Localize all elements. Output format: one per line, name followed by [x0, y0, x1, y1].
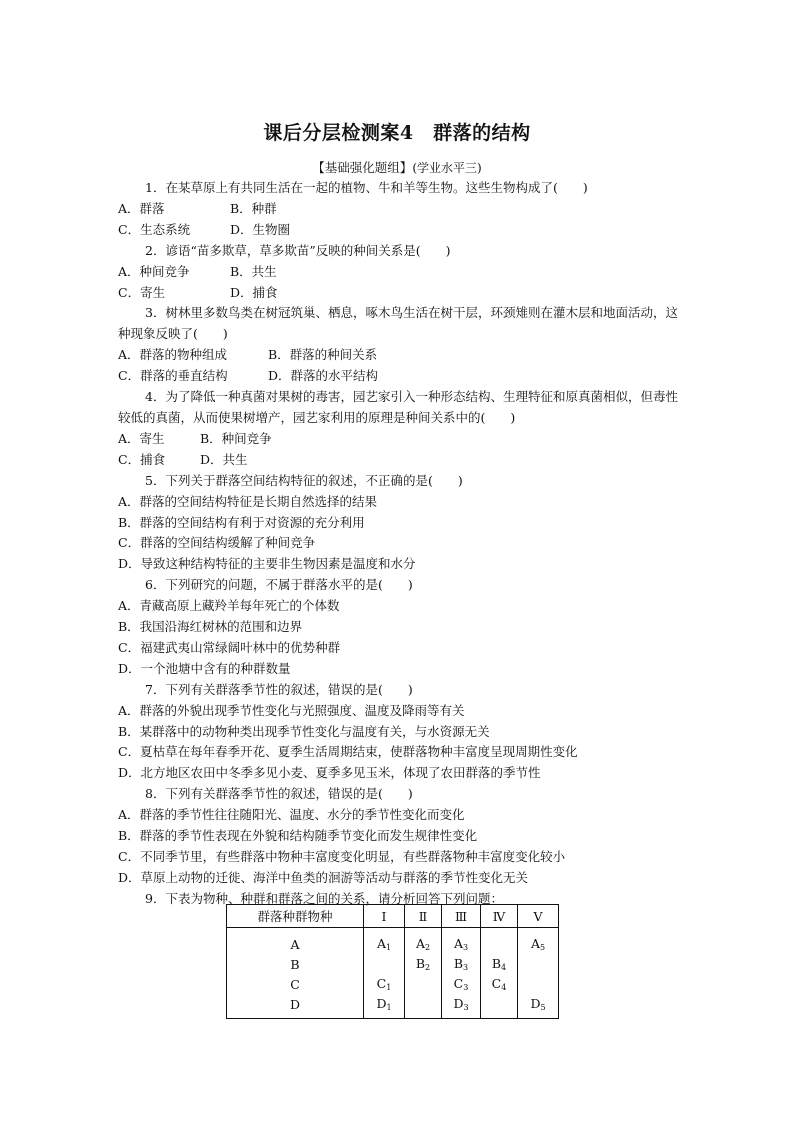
question-stem: 9．下表为物种、种群和群落之间的关系，请分析回答下列问题： — [145, 890, 503, 906]
table-header: 群落种群物种 — [227, 905, 364, 928]
section-heading — [118, 158, 676, 176]
cell-text: A — [530, 936, 540, 951]
cell-subscript: 3 — [462, 943, 469, 952]
option: D．草原上动物的迁徙、海洋中鱼类的洄游等活动与群落的季节性变化无关 — [118, 869, 529, 885]
option-row — [118, 366, 676, 387]
option: C．捕食 — [118, 451, 166, 467]
cell-text: A — [415, 936, 425, 951]
table-cell — [518, 928, 559, 955]
table-row — [227, 994, 559, 1019]
cell-text: C — [453, 976, 464, 991]
cell-text: D — [530, 996, 541, 1011]
table-cell — [442, 954, 481, 974]
species-label-cell — [227, 974, 364, 994]
table-header: Ⅴ — [518, 905, 559, 928]
option: A．群落的外貌出现季节性变化与光照强度、温度及降雨等有关 — [118, 702, 465, 718]
cell-subscript: 4 — [501, 983, 507, 992]
option: D．一个池塘中含有的种群数量 — [118, 660, 291, 676]
table-cell — [442, 928, 481, 955]
question-stem: 7．下列有关群落季节性的叙述，错误的是( ) — [145, 681, 413, 697]
question-stem: 2．谚语“苗多欺草，草多欺苗”反映的种间关系是( ) — [145, 242, 451, 258]
option: B．共生 — [230, 263, 277, 279]
table-cell — [442, 974, 481, 994]
option: C．群落的垂直结构 — [118, 368, 228, 384]
table-cell — [518, 994, 559, 1019]
option: D．北方地区农田中冬季多见小麦、夏季多见玉米，体现了农田群落的季节性 — [118, 765, 541, 781]
section-label: 【基础强化题组】 — [312, 160, 413, 175]
option-row — [118, 345, 676, 366]
cell-subscript: 1 — [386, 983, 392, 992]
cell-subscript: 4 — [501, 963, 507, 972]
option: A．种间竞争 — [118, 263, 190, 279]
table-row — [227, 928, 559, 955]
table-cell — [481, 928, 518, 955]
cell-text: D — [289, 996, 301, 1012]
table-row — [227, 974, 559, 994]
option: C．群落的空间结构缓解了种间竞争 — [118, 535, 316, 551]
option: A．群落的空间结构特征是长期自然选择的结果 — [118, 493, 378, 509]
option: A．群落的物种组成 — [118, 347, 228, 363]
page-title: 课后分层检测案4 群落的结构 — [263, 122, 531, 144]
question-stem: 3．树林里多数鸟类在树冠筑巢、栖息，啄木鸟生活在树干层，环颈雉则在灌木层和地面活动，这种现象反映了( ) — [118, 305, 678, 342]
option: B．群落的季节性表现在外貌和结构随季节变化而发生规律性变化 — [118, 828, 478, 844]
table-header: Ⅰ — [364, 905, 405, 928]
option: D．共生 — [200, 451, 248, 467]
species-label-cell — [227, 994, 364, 1019]
option: B．群落的种间关系 — [268, 347, 378, 363]
cell-text: C — [376, 976, 387, 991]
option-row — [118, 262, 676, 283]
option: A．青藏高原上藏羚羊每年死亡的个体数 — [118, 598, 340, 614]
table-row — [227, 954, 559, 974]
option-row — [118, 199, 676, 220]
option-row — [118, 429, 676, 450]
table-cell — [405, 928, 442, 955]
option: C．夏枯草在每年春季开花、夏季生活周期结束，使群落物种丰富度呈现周期性变化 — [118, 744, 578, 760]
cell-text: A — [376, 936, 386, 951]
table-header: Ⅱ — [405, 905, 442, 928]
species-label-cell — [227, 954, 364, 974]
cell-text: B — [453, 956, 464, 971]
species-label-cell — [227, 928, 364, 955]
option: D．群落的水平结构 — [268, 368, 379, 384]
table-cell — [481, 974, 518, 994]
table-cell — [481, 994, 518, 1019]
table-cell — [405, 974, 442, 994]
table-cell — [405, 954, 442, 974]
option: D．捕食 — [230, 284, 278, 300]
option: B．种群 — [230, 200, 277, 216]
cell-subscript: 3 — [463, 983, 469, 992]
option: D．生物圈 — [230, 221, 291, 237]
option: C．福建武夷山常绿阔叶林中的优势种群 — [118, 639, 341, 655]
table-cell — [518, 974, 559, 994]
cell-text: B — [290, 956, 300, 972]
option: B．种间竞争 — [200, 430, 272, 446]
level-label: (学业水平三) — [412, 161, 482, 175]
cell-subscript: 2 — [424, 943, 431, 952]
option-row — [118, 283, 676, 304]
cell-text: B — [415, 956, 426, 971]
option: A．群落 — [118, 200, 165, 216]
cell-text: C — [491, 976, 502, 991]
table-cell — [364, 994, 405, 1019]
cell-subscript: 5 — [540, 1003, 546, 1012]
option: C．不同季节里，有些群落中物种丰富度变化明显，有些群落物种丰富度变化较小 — [118, 849, 566, 864]
option: A．寄生 — [118, 430, 165, 446]
cell-subscript: 2 — [425, 963, 431, 972]
cell-text: C — [290, 976, 300, 992]
cell-subscript: 3 — [463, 1003, 469, 1012]
question-stem: 6．下列研究的问题，不属于群落水平的是( ) — [145, 577, 413, 593]
cell-text: D — [376, 996, 387, 1011]
cell-subscript: 1 — [385, 943, 392, 952]
table-cell — [405, 994, 442, 1019]
option: C．寄生 — [118, 284, 166, 300]
table-cell — [481, 954, 518, 974]
table-header: Ⅲ — [442, 905, 481, 928]
table-cell — [364, 928, 405, 955]
table-header-row — [227, 905, 559, 928]
cell-text: A — [453, 936, 463, 951]
cell-text: A — [290, 936, 300, 952]
question-stem: 8．下列有关群落季节性的叙述，错误的是( ) — [145, 786, 413, 802]
table-cell — [364, 974, 405, 994]
question-stem: 1．在某草原上有共同生活在一起的植物、牛和羊等生物。这些生物构成了( ) — [145, 180, 588, 195]
table-cell — [518, 954, 559, 974]
question-stem: 4．为了降低一种真菌对果树的毒害，园艺家引入一种形态结构、生理特征和原真菌相似，但毒性较低的真菌，从而使果树增产，园艺家利用的原理是种间关系中的( ) — [118, 389, 678, 425]
cell-subscript: 5 — [539, 943, 546, 952]
cell-subscript: 3 — [463, 963, 469, 972]
table-cell — [364, 954, 405, 974]
question-stem: 5．下列关于群落空间结构特征的叙述，不正确的是( ) — [145, 472, 463, 488]
question-list — [118, 178, 676, 910]
option: D．导致这种结构特征的主要非生物因素是温度和水分 — [118, 556, 416, 572]
option: A．群落的季节性往往随阳光、温度、水分的季节性变化而变化 — [118, 807, 465, 823]
option-row — [118, 220, 676, 241]
cell-text: D — [453, 996, 464, 1011]
option: B．我国沿海红树林的范围和边界 — [118, 619, 303, 635]
table-header: Ⅳ — [481, 905, 518, 928]
option: B．某群落中的动物种类出现季节性变化与温度有关，与水资源无关 — [118, 723, 490, 739]
option: B．群落的空间结构有利于对资源的充分利用 — [118, 514, 365, 530]
table-cell — [442, 994, 481, 1019]
cell-text: B — [491, 956, 502, 971]
option: C．生态系统 — [118, 221, 191, 237]
option-row — [118, 450, 676, 471]
cell-subscript: 1 — [386, 1003, 392, 1012]
relationship-table — [226, 904, 559, 1019]
